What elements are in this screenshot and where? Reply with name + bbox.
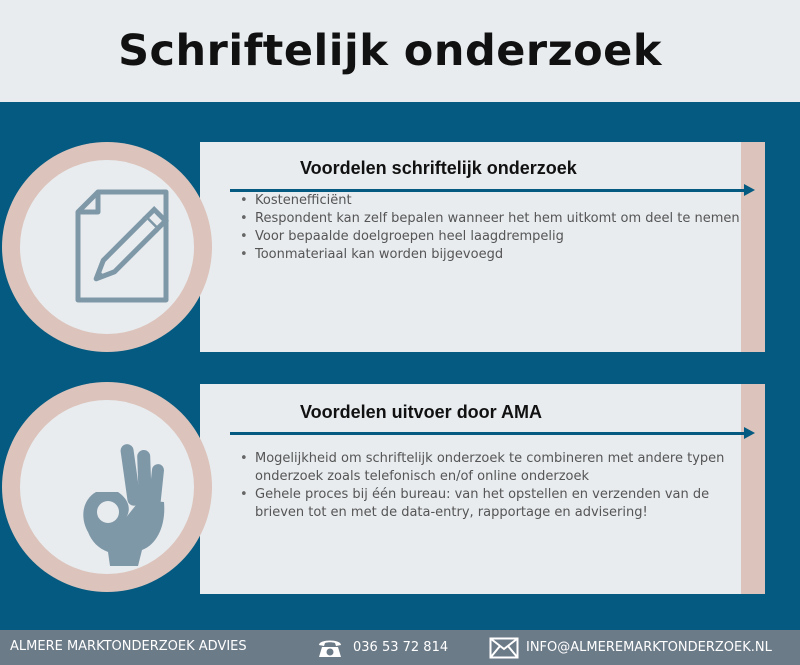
footer — [0, 630, 800, 665]
list-item: • Kostenefficiënt — [255, 192, 745, 210]
arrow-divider — [230, 432, 745, 435]
benefits-card-ama — [200, 384, 765, 594]
document-pencil-icon — [20, 160, 194, 334]
icon-circle — [2, 382, 212, 592]
footer-phone: 036 53 72 814 — [353, 640, 449, 655]
list-item: • Mogelijkheid om schriftelijk onderzoek te combineren met andere typen onderzoek zoals telefonisch en/of online onderzoek — [255, 450, 745, 486]
card-title: Voordelen uitvoer door AMA — [300, 402, 543, 422]
footer-email: INFO@ALMEREMARKTONDERZOEK.NL — [526, 640, 772, 655]
list-item: • Toonmateriaal kan worden bijgevoegd — [255, 246, 745, 264]
card-title: Voordelen schriftelijk onderzoek — [300, 158, 577, 178]
main-panel — [0, 102, 800, 630]
footer-company-name: ALMERE MARKTONDERZOEK ADVIES — [10, 639, 247, 654]
page-title: Schriftelijk onderzoek — [118, 26, 662, 76]
ok-hand-icon — [20, 400, 194, 574]
list-item: • Voor bepaalde doelgroepen heel laagdrempelig — [255, 228, 745, 246]
list-item: • Respondent kan zelf bepalen wanneer het hem uitkomt om deel te nemen — [255, 210, 745, 228]
header — [0, 0, 800, 102]
benefits-list — [238, 450, 745, 522]
list-item: • Gehele proces bij één bureau: van het opstellen en verzenden van de brieven tot en met de data-entry, rapportage en advisering! — [255, 486, 745, 522]
icon-circle — [2, 142, 212, 352]
benefits-card-written — [200, 142, 765, 352]
phone-icon — [316, 636, 344, 660]
benefits-list — [238, 192, 745, 264]
mail-icon — [489, 637, 519, 659]
